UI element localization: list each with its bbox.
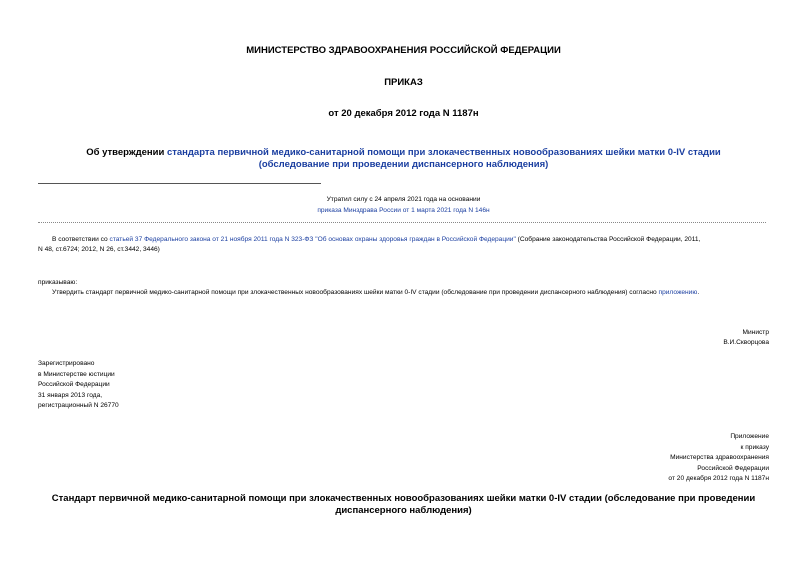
ministry-heading: МИНИСТЕРСТВО ЗДРАВООХРАНЕНИЯ РОССИЙСКОЙ ФЕДЕРАЦИИ xyxy=(246,45,561,56)
order-text xyxy=(52,288,772,299)
preamble-line1 xyxy=(38,235,778,246)
doc-type-heading: ПРИКАЗ xyxy=(384,77,423,88)
federal-law-link[interactable]: статьей 37 Федерального закона от 21 ноября 2011 года N 323-ФЗ "Об основах охраны здоровья граждан в Российской Федерации" xyxy=(109,236,516,243)
repeal-order-link[interactable]: приказа Минздрава России от 1 марта 2021 года N 146н xyxy=(317,207,490,214)
registration-block xyxy=(38,359,119,412)
appendix-block xyxy=(668,432,769,485)
appendix-line: Приложение xyxy=(730,433,769,440)
status-link-row xyxy=(0,206,807,217)
document-title xyxy=(60,147,747,171)
signature-name: В.И.Скворцова xyxy=(723,339,769,346)
preamble-suffix: (Собрание законодательства Российской Федерации, 2011, xyxy=(515,236,701,243)
registration-line: 31 января 2013 года, xyxy=(38,391,103,399)
preamble-prefix: В соответствии со xyxy=(52,236,110,243)
appendix-line: Министерства здравоохранения xyxy=(670,454,769,461)
order-end: . xyxy=(697,289,700,296)
appendix-link[interactable]: приложению xyxy=(658,289,698,296)
appendix-line: к приказу xyxy=(740,443,769,451)
standard-title: Стандарт первичной медико-санитарной помощи при злокачественных новообразованиях шейки матки 0-IV стадии (обследование при проведении диспансерного наблюдения) xyxy=(51,493,756,516)
title-standard-link[interactable]: стандарта первичной медико-санитарной помощи при злокачественных новообразованиях шейки матки 0-IV стадии (обследование при проведении диспансерного наблюдения) xyxy=(166,147,721,170)
appendix-line: от 20 декабря 2012 года N 1187н xyxy=(668,475,769,482)
title-prefix: Об утверждении xyxy=(86,147,167,158)
registration-line: Зарегистрировано xyxy=(38,360,95,367)
registration-line: Российской Федерации xyxy=(38,381,110,388)
status-line: Утратил силу с 24 апреля 2021 года на основании xyxy=(326,196,481,203)
date-number-heading: от 20 декабря 2012 года N 1187н xyxy=(328,108,479,119)
order-label: приказываю: xyxy=(38,279,78,286)
divider-dotted xyxy=(38,222,766,223)
preamble-line2: N 48, ст.6724; 2012, N 26, ст.3442, 3446) xyxy=(38,246,160,253)
divider-top xyxy=(38,183,321,184)
registration-line: регистрационный N 26770 xyxy=(38,402,119,409)
registration-line: в Министерстве юстиции xyxy=(38,370,115,378)
appendix-line: Российской Федерации xyxy=(697,464,769,472)
order-body: Утвердить стандарт первичной медико-санитарной помощи при злокачественных новообразованиях шейки матки 0-IV стадии (обследование при проведении диспансерного наблюдения) согласно xyxy=(52,289,659,296)
signature-position: Министр xyxy=(742,329,769,336)
